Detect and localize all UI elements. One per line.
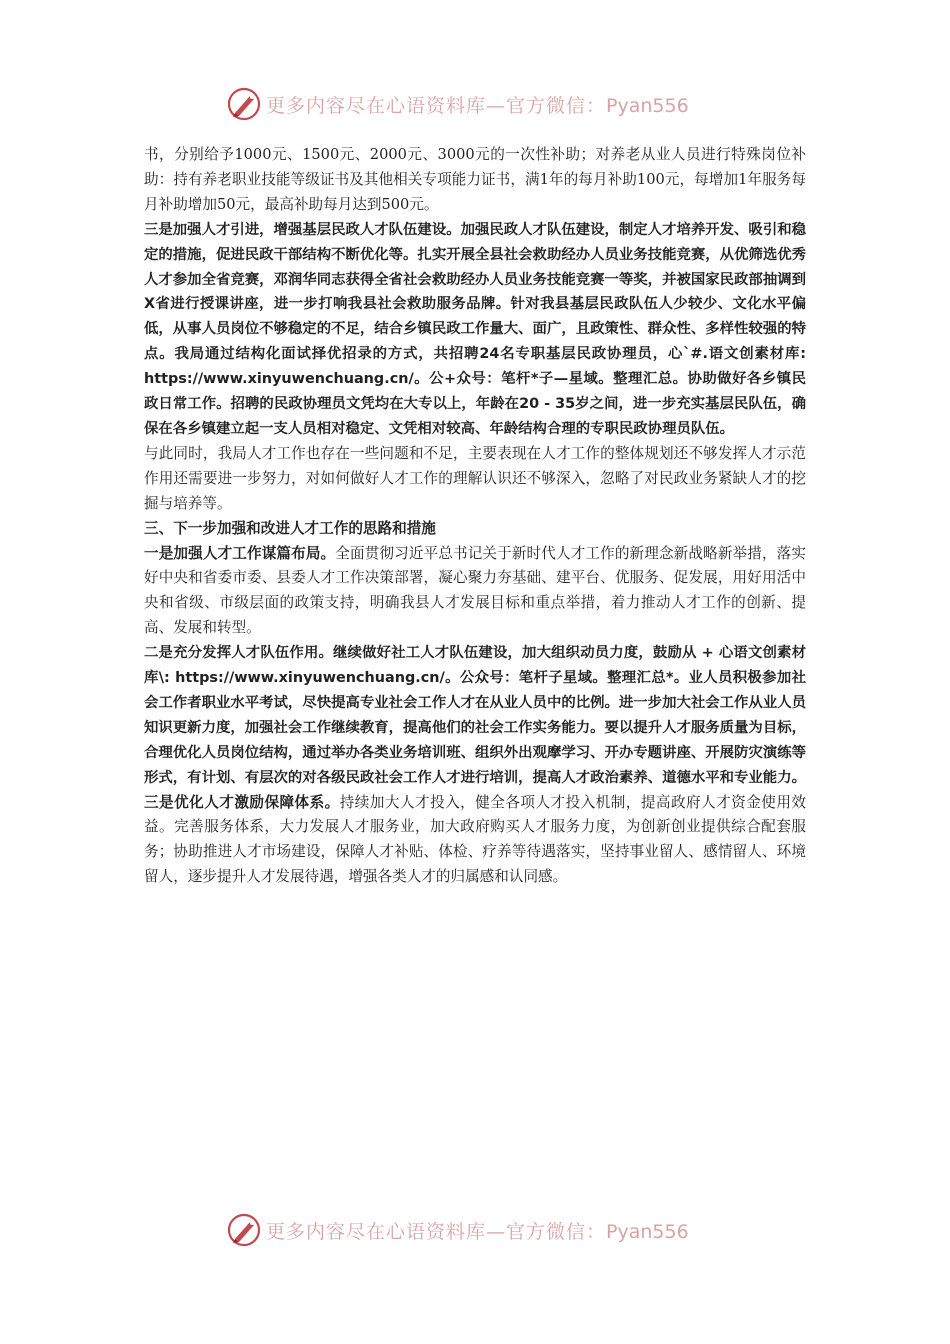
wechat-id: Pyan556 bbox=[606, 94, 689, 117]
section-heading: 三、下一步加强和改进人才工作的思路和措施 bbox=[144, 519, 436, 537]
pen-logo-icon bbox=[226, 1212, 262, 1248]
document-body bbox=[144, 143, 806, 890]
paragraph-team-role: 二是充分发挥人才队伍作用。继续做好社工人才队伍建设，加大组织动员力度，鼓励从 + 心语文创素材库\: https://www.xinyuwenchuang.cn/。公众号：笔杆子星域。整理汇总*。业人员积极参加社会工作者职业水平考试，尽快提高专业社会工作人才在从业人员中的比例。进一步加大社会工作从业人员知识更新力度，加强社会工作继续教育，提高他们的社会工作实务能力。要以提升人才服务质量为目标，合理优化人员岗位结构，通过举办各类业务培训班、组织外出观摩学习、开办专题讲座、开展防灾演练等形式，有计划、有层次的对各级民政社会工作人才进行培训，提高人才政治素养、道德水平和专业能力。 bbox=[144, 645, 806, 786]
watermark-text: 更多内容尽在心语资料库—官方微信：Pyan556 bbox=[266, 1220, 689, 1243]
wechat-id: Pyan556 bbox=[606, 1220, 689, 1243]
paragraph-lead: 一是加强人才工作谋篇布局。 bbox=[144, 544, 336, 562]
paragraph-lead: 三是优化人才激励保障体系。 bbox=[144, 793, 340, 811]
pen-logo-icon bbox=[226, 86, 262, 122]
header-watermark bbox=[226, 84, 746, 124]
paragraph-problems: 与此同时，我局人才工作也存在一些问题和不足，主要表现在人才工作的整体规划还不够发挥人才示范作用还需要进一步努力，对如何做好人才工作的理解认识还不够深入，忽略了对民政业务紧缺人才的挖掘与培养等。 bbox=[144, 444, 806, 512]
paragraph-planning: 一是加强人才工作谋篇布局。全面贯彻习近平总书记关于新时代人才工作的新理念新战略新举措，落实好中央和省委市委、县委人才工作决策部署，凝心聚力夯基础、建平台、优服务、促发展，用好用活中央和省级、市级层面的政策支持，明确我县人才发展目标和重点举措，着力推动人才工作的创新、提高、发展和转型。 bbox=[144, 544, 806, 637]
paragraph-talent-introduction: 三是加强人才引进，增强基层民政人才队伍建设。加强民政人才队伍建设，制定人才培养开发、吸引和稳定的措施，促进民政干部结构不断优化等。扎实开展全县社会救助经办人员业务技能竞赛，从优筛选优秀人才参加全省竞赛，邓润华同志获得全省社会救助经办人员业务技能竞赛一等奖，并被国家民政部抽调到X省进行授课讲座，进一步打响我县社会救助服务品牌。针对我县基层民政队伍人少较少、文化水平偏低，从事人员岗位不够稳定的不足，结合乡镇民政工作量大、面广，且政策性、群众性、多样性较强的特点。我局通过结构化面试择优招录的方式，共招聘24名专职基层民政协理员，心`#.语文创素材库: https://www.xinyuwenchuang.cn/。公+众号：笔杆*子—星域。整理汇总。协助做好各乡镇民政日常工作。招聘的民政协理员文凭均在大专以上，年龄在20 - 35岁之间，进一步充实基层民队伍，确保在各乡镇建立起一支人员相对稳定、文凭相对较高、年龄结构合理的专职民政协理员队伍。 bbox=[144, 221, 806, 437]
footer-watermark bbox=[226, 1210, 746, 1250]
paragraph-incentives: 三是优化人才激励保障体系。持续加大人才投入，健全各项人才投入机制，提高政府人才资金使用效益。完善服务体系，大力发展人才服务业，加大政府购买人才服务力度，为创新创业提供综合配套服务；协助推进人才市场建设，保障人才补贴、体检、疗养等待遇落实，坚持事业留人、感情留人、环境留人，逐步提升人才发展待遇，增强各类人才的归属感和认同感。 bbox=[144, 793, 806, 886]
paragraph: 书，分别给予1000元、1500元、2000元、3000元的一次性补助；对养老从业人员进行特殊岗位补助：持有养老职业技能等级证书及其他相关专项能力证书，满1年的每月补助100元，每增加1年服务每月补助增加50元，最高补助每月达到500元。 bbox=[144, 146, 806, 213]
watermark-text: 更多内容尽在心语资料库—官方微信：Pyan556 bbox=[266, 94, 689, 117]
